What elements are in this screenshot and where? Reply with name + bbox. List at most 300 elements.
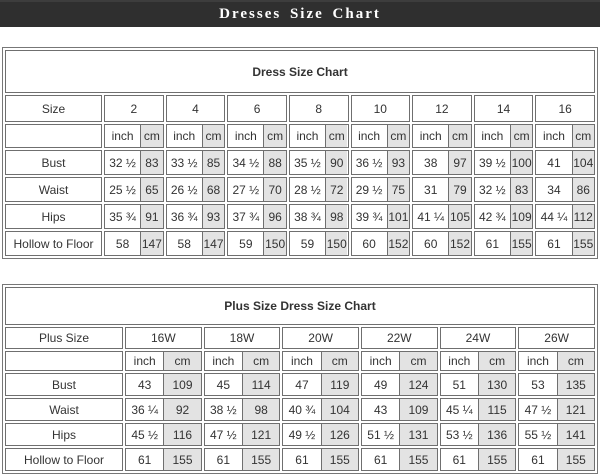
value-inch-cell: 39 ½: [478, 155, 506, 170]
value-cm-cell: 104: [572, 151, 594, 174]
value-pair-cell: [518, 373, 595, 396]
value-cm-cell: 109: [163, 374, 200, 395]
size-header-cell: 10: [351, 95, 411, 122]
unit-header-pair: [167, 125, 225, 147]
plus-size-chart-section: [2, 284, 598, 474]
value-pair-cell: [535, 204, 595, 229]
value-pair-cell: [535, 177, 595, 202]
value-inch-cell: 53 ½: [445, 427, 473, 442]
value-pair: [105, 232, 163, 255]
value-pair-cell: [125, 373, 202, 396]
value-pair-cell: [204, 373, 281, 396]
value-pair-cell: [361, 373, 438, 396]
value-inch-cell: 38 ¾: [294, 209, 321, 224]
value-pair-cell: [474, 204, 534, 229]
value-inch-cell: 26 ½: [170, 182, 198, 197]
value-inch-cell: 61: [485, 236, 499, 251]
size-header-row: [5, 95, 595, 122]
corner-label-cell: Size: [5, 95, 102, 122]
value-pair: [441, 424, 516, 445]
value-cm-cell: 147: [202, 232, 224, 255]
value-cm-cell: 126: [321, 424, 358, 445]
units-header: [125, 351, 202, 371]
row-label-cell: Hips: [5, 423, 123, 446]
value-cm-cell: 141: [557, 424, 594, 445]
units-header: [166, 124, 226, 148]
value-pair-cell: [289, 150, 349, 175]
table-title-row: [5, 287, 595, 325]
value-inch-cell: 39 ¾: [355, 209, 383, 224]
unit-header-inch-cell: inch: [111, 129, 134, 143]
value-pair-cell: [412, 177, 472, 202]
value-inch-cell: 51: [452, 377, 466, 392]
value-pair-cell: [125, 448, 202, 471]
size-header-cell: 14: [474, 95, 534, 122]
value-pair-cell: [104, 177, 164, 202]
value-inch-cell: 25 ½: [109, 182, 136, 197]
unit-header-pair: [362, 352, 437, 370]
value-inch-cell: 38 ½: [209, 402, 237, 417]
value-cm-cell: 155: [478, 449, 515, 470]
size-header-cell: 6: [227, 95, 287, 122]
value-pair: [290, 205, 348, 228]
units-header-row: [5, 124, 595, 148]
unit-header-inch-cell: inch: [542, 129, 565, 143]
value-cm-cell: 79: [448, 178, 470, 201]
value-pair: [475, 232, 533, 255]
value-inch-cell: 36 ¾: [170, 209, 198, 224]
value-cm-cell: 155: [399, 449, 436, 470]
value-cm-cell: 97: [448, 151, 470, 174]
value-pair: [441, 399, 516, 420]
unit-header-cm-cell: cm: [242, 352, 279, 370]
value-pair-cell: [440, 448, 517, 471]
unit-header-cm-cell: cm: [557, 352, 594, 370]
value-pair: [167, 151, 225, 174]
value-cm-cell: 104: [321, 399, 358, 420]
measurement-row: [5, 398, 595, 421]
value-pair: [475, 178, 533, 201]
value-inch-cell: 59: [239, 236, 253, 251]
size-header-cell: 26W: [518, 327, 595, 349]
value-cm-cell: 88: [263, 151, 285, 174]
value-pair-cell: [351, 177, 411, 202]
unit-header-inch-cell: inch: [448, 354, 471, 368]
value-inch-cell: 49 ½: [288, 427, 316, 442]
value-pair: [536, 232, 594, 255]
table-title: Plus Size Dress Size Chart: [5, 287, 595, 325]
value-cm-cell: 75: [387, 178, 409, 201]
unit-header-cm-cell: cm: [202, 125, 224, 147]
unit-header-pair: [475, 125, 533, 147]
value-pair: [283, 449, 358, 470]
value-inch-cell: 55 ½: [524, 427, 552, 442]
value-pair-cell: [282, 448, 359, 471]
unit-header-inch-cell: inch: [234, 129, 257, 143]
value-inch-cell: 43: [137, 377, 152, 392]
value-pair: [536, 205, 594, 228]
value-pair-cell: [535, 150, 595, 175]
value-cm-cell: 147: [140, 232, 162, 255]
value-cm-cell: 155: [321, 449, 358, 470]
value-pair-cell: [474, 177, 534, 202]
unit-header-cm-cell: cm: [448, 125, 470, 147]
units-header: [289, 124, 349, 148]
value-pair: [413, 178, 471, 201]
value-inch-cell: 58: [115, 236, 130, 251]
value-cm-cell: 150: [263, 232, 285, 255]
size-header-cell: 22W: [361, 327, 438, 349]
value-pair-cell: [518, 423, 595, 446]
value-pair: [441, 374, 516, 395]
units-header: [361, 351, 438, 371]
value-pair: [167, 205, 225, 228]
value-pair-cell: [104, 231, 164, 256]
value-pair: [105, 151, 163, 174]
unit-header-pair: [519, 352, 594, 370]
value-pair: [475, 205, 533, 228]
value-pair: [283, 424, 358, 445]
measurement-row: [5, 423, 595, 446]
value-inch-cell: 34 ½: [232, 155, 260, 170]
unit-header-inch-cell: inch: [358, 129, 381, 143]
value-pair: [290, 232, 348, 255]
value-cm-cell: 83: [510, 178, 532, 201]
value-inch-cell: 32 ½: [109, 155, 136, 170]
value-pair-cell: [440, 373, 517, 396]
value-cm-cell: 155: [557, 449, 594, 470]
value-pair: [290, 178, 348, 201]
value-pair: [536, 151, 594, 174]
value-cm-cell: 152: [387, 232, 409, 255]
measurement-row: [5, 177, 595, 202]
value-pair-cell: [361, 448, 438, 471]
value-pair-cell: [104, 150, 164, 175]
value-pair-cell: [166, 231, 226, 256]
value-pair: [519, 424, 594, 445]
value-pair-cell: [166, 204, 226, 229]
value-pair: [126, 424, 201, 445]
units-header: [518, 351, 595, 371]
value-pair-cell: [351, 204, 411, 229]
value-pair: [362, 399, 437, 420]
unit-header-pair: [283, 352, 358, 370]
value-pair: [536, 178, 594, 201]
units-header: [204, 351, 281, 371]
value-pair-cell: [518, 398, 595, 421]
value-inch-cell: 61: [373, 452, 388, 467]
value-inch-cell: 42 ¾: [478, 209, 506, 224]
value-inch-cell: 38: [424, 155, 438, 170]
value-pair: [519, 449, 594, 470]
value-pair: [205, 374, 280, 395]
value-pair: [228, 205, 286, 228]
unit-header-pair: [536, 125, 594, 147]
value-pair-cell: [282, 423, 359, 446]
value-pair: [413, 151, 471, 174]
value-pair-cell: [166, 177, 226, 202]
value-inch-cell: 33 ½: [170, 155, 198, 170]
size-header-row: [5, 327, 595, 349]
value-pair-cell: [351, 231, 411, 256]
value-pair-cell: [535, 231, 595, 256]
value-cm-cell: 72: [325, 178, 347, 201]
unit-header-inch-cell: inch: [296, 129, 319, 143]
units-header: [227, 124, 287, 148]
value-inch-cell: 60: [362, 236, 376, 251]
value-pair: [105, 178, 163, 201]
units-header: [351, 124, 411, 148]
unit-header-cm-cell: cm: [325, 125, 347, 147]
value-inch-cell: 45 ¼: [445, 402, 473, 417]
units-header: [412, 124, 472, 148]
value-inch-cell: 34: [547, 182, 561, 197]
value-cm-cell: 150: [325, 232, 347, 255]
unit-header-cm-cell: cm: [263, 125, 285, 147]
value-pair-cell: [361, 398, 438, 421]
value-inch-cell: 35 ¾: [109, 209, 136, 224]
value-pair-cell: [227, 231, 287, 256]
value-pair: [205, 449, 280, 470]
value-cm-cell: 155: [163, 449, 200, 470]
value-inch-cell: 59: [300, 236, 315, 251]
units-corner-cell: [5, 351, 123, 371]
table-title-row: [5, 50, 595, 93]
value-inch-cell: 61: [137, 452, 152, 467]
value-cm-cell: 93: [202, 205, 224, 228]
value-pair-cell: [351, 150, 411, 175]
size-header-cell: 4: [166, 95, 226, 122]
value-cm-cell: 135: [557, 374, 594, 395]
unit-header-cm-cell: cm: [140, 125, 162, 147]
size-header-cell: 8: [289, 95, 349, 122]
value-pair-cell: [104, 204, 164, 229]
measurement-row: [5, 231, 595, 256]
value-cm-cell: 85: [202, 151, 224, 174]
value-pair: [413, 205, 471, 228]
unit-header-inch-cell: inch: [290, 354, 313, 368]
unit-header-cm-cell: cm: [478, 352, 515, 370]
value-cm-cell: 65: [140, 178, 162, 201]
value-pair: [283, 374, 358, 395]
value-pair: [283, 399, 358, 420]
dress-size-chart-section: [2, 47, 598, 259]
value-cm-cell: 155: [572, 232, 594, 255]
row-label-cell: Waist: [5, 398, 123, 421]
unit-header-pair: [413, 125, 471, 147]
units-corner-cell: [5, 124, 102, 148]
value-cm-cell: 136: [478, 424, 515, 445]
value-pair: [228, 151, 286, 174]
value-inch-cell: 35 ½: [294, 155, 321, 170]
value-cm-cell: 152: [448, 232, 470, 255]
value-inch-cell: 36 ½: [355, 155, 383, 170]
value-cm-cell: 100: [510, 151, 532, 174]
value-pair-cell: [440, 423, 517, 446]
value-pair: [205, 424, 280, 445]
value-cm-cell: 109: [399, 399, 436, 420]
value-cm-cell: 93: [387, 151, 409, 174]
value-inch-cell: 41: [547, 155, 561, 170]
value-inch-cell: 41 ¼: [417, 209, 445, 224]
value-pair-cell: [227, 177, 287, 202]
value-cm-cell: 131: [399, 424, 436, 445]
value-cm-cell: 105: [448, 205, 470, 228]
value-pair: [352, 205, 410, 228]
value-inch-cell: 45: [216, 377, 230, 392]
value-pair: [205, 399, 280, 420]
value-pair: [126, 374, 201, 395]
unit-header-inch-cell: inch: [419, 129, 442, 143]
value-cm-cell: 112: [572, 205, 594, 228]
value-pair: [228, 232, 286, 255]
value-inch-cell: 47 ½: [209, 427, 237, 442]
size-header-cell: 16: [535, 95, 595, 122]
value-pair: [362, 374, 437, 395]
value-pair-cell: [125, 398, 202, 421]
unit-header-inch-cell: inch: [173, 129, 196, 143]
value-pair-cell: [125, 423, 202, 446]
unit-header-inch-cell: inch: [369, 354, 392, 368]
unit-header-pair: [126, 352, 201, 370]
value-cm-cell: 86: [572, 178, 594, 201]
value-inch-cell: 51 ½: [367, 427, 394, 442]
value-pair: [362, 449, 437, 470]
unit-header-cm-cell: cm: [572, 125, 594, 147]
value-pair: [126, 449, 201, 470]
units-header: [474, 124, 534, 148]
value-inch-cell: 40 ¾: [288, 402, 316, 417]
value-cm-cell: 91: [140, 205, 162, 228]
value-pair-cell: [289, 177, 349, 202]
value-pair: [475, 151, 533, 174]
value-pair: [352, 151, 410, 174]
measurement-row: [5, 448, 595, 471]
value-cm-cell: 124: [399, 374, 436, 395]
value-cm-cell: 115: [478, 399, 515, 420]
size-header-cell: 12: [412, 95, 472, 122]
value-inch-cell: 47: [295, 377, 309, 392]
value-inch-cell: 49: [373, 377, 388, 392]
value-cm-cell: 116: [163, 424, 200, 445]
unit-header-inch-cell: inch: [133, 354, 156, 368]
plus-size-dress-size-chart-table: [2, 284, 598, 474]
value-cm-cell: 130: [478, 374, 515, 395]
unit-header-cm-cell: cm: [399, 352, 436, 370]
measurement-row: [5, 204, 595, 229]
value-pair-cell: [204, 423, 281, 446]
value-inch-cell: 32 ½: [478, 182, 506, 197]
value-pair: [167, 232, 225, 255]
value-inch-cell: 45 ½: [131, 427, 159, 442]
value-pair-cell: [166, 150, 226, 175]
units-header: [282, 351, 359, 371]
units-header: [535, 124, 595, 148]
value-inch-cell: 61: [216, 452, 230, 467]
value-cm-cell: 114: [242, 374, 279, 395]
value-cm-cell: 121: [242, 424, 279, 445]
value-inch-cell: 58: [177, 236, 191, 251]
value-pair-cell: [412, 204, 472, 229]
value-inch-cell: 44 ¼: [540, 209, 568, 224]
units-header-row: [5, 351, 595, 371]
size-header-cell: 18W: [204, 327, 281, 349]
value-pair: [519, 399, 594, 420]
value-pair-cell: [474, 150, 534, 175]
value-pair-cell: [412, 150, 472, 175]
value-pair-cell: [227, 150, 287, 175]
value-cm-cell: 68: [202, 178, 224, 201]
value-pair-cell: [289, 231, 349, 256]
unit-header-inch-cell: inch: [481, 129, 504, 143]
value-pair: [167, 178, 225, 201]
value-pair-cell: [289, 204, 349, 229]
value-cm-cell: 109: [510, 205, 532, 228]
value-pair: [352, 232, 410, 255]
value-inch-cell: 31: [424, 182, 438, 197]
size-header-cell: 24W: [440, 327, 517, 349]
value-pair: [352, 178, 410, 201]
unit-header-pair: [228, 125, 286, 147]
value-inch-cell: 27 ½: [232, 182, 260, 197]
value-inch-cell: 37 ¾: [232, 209, 260, 224]
value-inch-cell: 47 ½: [524, 402, 552, 417]
value-pair-cell: [227, 204, 287, 229]
value-cm-cell: 96: [263, 205, 285, 228]
value-inch-cell: 36 ¼: [131, 402, 159, 417]
size-header-cell: 2: [104, 95, 164, 122]
unit-header-inch-cell: inch: [212, 354, 235, 368]
value-inch-cell: 60: [424, 236, 438, 251]
measurement-row: [5, 373, 595, 396]
value-cm-cell: 121: [557, 399, 594, 420]
unit-header-cm-cell: cm: [387, 125, 409, 147]
units-header: [440, 351, 517, 371]
unit-header-pair: [441, 352, 516, 370]
value-inch-cell: 43: [373, 402, 388, 417]
value-cm-cell: 83: [140, 151, 162, 174]
value-cm-cell: 70: [263, 178, 285, 201]
value-pair-cell: [474, 231, 534, 256]
value-inch-cell: 61: [452, 452, 466, 467]
value-pair: [413, 232, 471, 255]
value-inch-cell: 29 ½: [355, 182, 383, 197]
row-label-cell: Hips: [5, 204, 102, 229]
row-label-cell: Waist: [5, 177, 102, 202]
value-pair: [105, 205, 163, 228]
value-inch-cell: 61: [547, 236, 561, 251]
row-label-cell: Hollow to Floor: [5, 448, 123, 471]
value-pair: [362, 424, 437, 445]
units-header: [104, 124, 164, 148]
value-pair-cell: [204, 448, 281, 471]
value-pair-cell: [440, 398, 517, 421]
value-inch-cell: 61: [295, 452, 309, 467]
row-label-cell: Hollow to Floor: [5, 231, 102, 256]
value-pair-cell: [282, 373, 359, 396]
value-inch-cell: 28 ½: [294, 182, 321, 197]
size-header-cell: 16W: [125, 327, 202, 349]
value-cm-cell: 119: [321, 374, 358, 395]
row-label-cell: Bust: [5, 150, 102, 175]
unit-header-pair: [105, 125, 163, 147]
value-cm-cell: 101: [387, 205, 409, 228]
row-label-cell: Bust: [5, 373, 123, 396]
table-title: Dress Size Chart: [5, 50, 595, 93]
unit-header-pair: [205, 352, 280, 370]
value-inch-cell: 61: [531, 452, 545, 467]
value-cm-cell: 92: [163, 399, 200, 420]
